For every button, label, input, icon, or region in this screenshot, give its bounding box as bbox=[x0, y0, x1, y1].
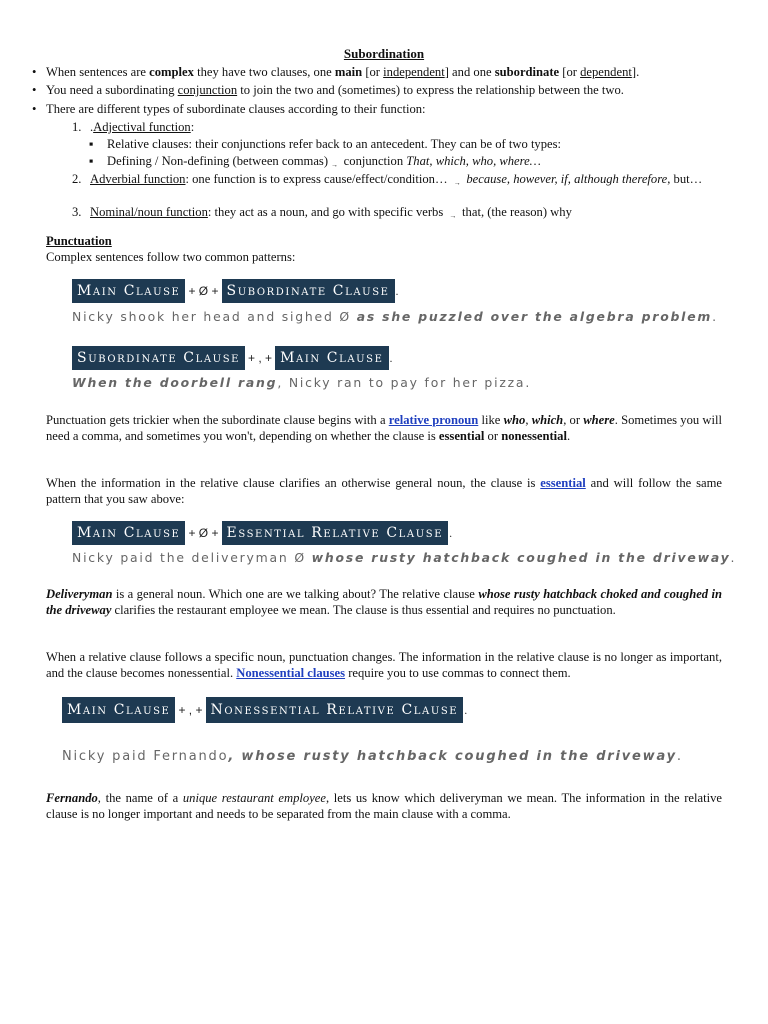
list-item-nominal bbox=[72, 204, 722, 222]
text: Nicky paid the deliveryman Ø bbox=[72, 550, 312, 565]
pattern-operator: + , + bbox=[178, 703, 203, 717]
text: . bbox=[90, 120, 94, 134]
text: . Sometimes you will need a comma, and sometimes you won't, depending on whether the clause is bbox=[46, 413, 723, 443]
text: . bbox=[730, 550, 737, 565]
text: When a relative clause follows a specific noun, punctuation changes. The information in the relative clause is no longer as important, and the clause becomes nonessential. bbox=[46, 650, 722, 680]
text: When the information in the relative clause clarifies an otherwise general noun, the clause is bbox=[46, 476, 541, 490]
arrow-icon: → bbox=[449, 212, 456, 220]
example-sentence-4 bbox=[62, 749, 683, 764]
text: is a general noun. Which one are we talking about? The relative clause bbox=[112, 587, 479, 601]
text: , lets us know which deliveryman we mean. The information in the relative clause is no longer important and needs to be separated from the main clause with a comma. bbox=[46, 791, 722, 821]
pattern-main-subordinate bbox=[72, 279, 399, 303]
pattern-subordinate-main bbox=[72, 346, 393, 370]
relative-pronoun-link[interactable]: relative pronoun bbox=[388, 413, 479, 427]
text: ] and one bbox=[444, 65, 495, 79]
text: , Nicky ran to pay for her pizza. bbox=[277, 375, 532, 390]
bullet-complex-sentences bbox=[46, 64, 722, 80]
text: ]. bbox=[631, 65, 640, 79]
text-italic: because, however, if, although therefore bbox=[463, 172, 668, 186]
text: . bbox=[712, 309, 718, 324]
text: Punctuation gets trickier when the subordinate clause begins with a bbox=[46, 413, 389, 427]
text: like bbox=[478, 413, 504, 427]
paragraph-fernando bbox=[46, 790, 722, 822]
list-item-adjectival bbox=[72, 119, 722, 135]
text: , the name of a bbox=[97, 791, 183, 805]
text-bold-italic: which bbox=[531, 413, 564, 427]
text: that, (the reason) why bbox=[458, 205, 572, 219]
essential-link[interactable]: essential bbox=[540, 476, 586, 490]
example-sentence-2 bbox=[72, 375, 531, 390]
main-clause-box: Main Clause bbox=[72, 279, 185, 303]
text: , bbox=[525, 413, 532, 427]
pattern-main-essential bbox=[72, 521, 452, 545]
text-underline: dependent bbox=[580, 65, 632, 79]
subordinate-clause-box: Subordinate Clause bbox=[222, 279, 395, 303]
text-italic: unique restaurant employee bbox=[182, 791, 326, 805]
pattern-operator: + Ø + bbox=[188, 526, 219, 540]
text-bold-italic: whose rusty hatchback coughed in the driveway bbox=[311, 550, 731, 565]
text-bold-italic: When the doorbell rang bbox=[72, 375, 278, 390]
arrow-icon: → bbox=[331, 161, 338, 169]
text: : they act as a noun, and go with specific verbs bbox=[207, 205, 447, 219]
pattern-period: . bbox=[395, 283, 399, 298]
example-sentence-1 bbox=[72, 309, 718, 324]
text: [or bbox=[362, 65, 384, 79]
text: : one function is to express cause/effect/condition… bbox=[185, 172, 451, 186]
text: conjunction bbox=[340, 154, 407, 168]
text-underline: Nominal/noun function bbox=[90, 205, 208, 219]
text-underline: Adverbial function bbox=[90, 172, 186, 186]
pattern-period: . bbox=[449, 525, 453, 540]
text-bold-italic: whose rusty hatchback choked and coughed in the driveway bbox=[46, 587, 722, 617]
section-subtext: Complex sentences follow two common patterns: bbox=[46, 250, 296, 264]
subordinate-clause-box: Subordinate Clause bbox=[72, 346, 245, 370]
main-clause-box: Main Clause bbox=[62, 697, 175, 723]
text: or bbox=[484, 429, 502, 443]
list-item-adverbial bbox=[72, 171, 722, 189]
text-bold-italic: where bbox=[583, 413, 615, 427]
list-number: 1. bbox=[72, 120, 82, 134]
bullet-conjunction bbox=[46, 82, 722, 98]
list-number: 3. bbox=[72, 205, 82, 219]
nonessential-relative-clause-box: Nonessential Relative Clause bbox=[206, 697, 464, 723]
text-bold: subordinate bbox=[494, 65, 560, 79]
page-title: Subordination bbox=[343, 46, 425, 61]
nonessential-clauses-link[interactable]: Nonessential clauses bbox=[236, 666, 346, 680]
essential-relative-clause-box: Essential Relative Clause bbox=[222, 521, 449, 545]
text: . bbox=[676, 749, 683, 764]
text-underline: Adjectival function bbox=[93, 120, 191, 134]
text-bold-italic: Fernando bbox=[46, 791, 98, 805]
text: clarifies the restaurant employee we mean. The clause is thus essential and requires no punctuation. bbox=[111, 603, 616, 617]
text: You need a subordinating bbox=[46, 83, 178, 97]
text-italic: That, which, who, where… bbox=[406, 154, 541, 168]
example-sentence-3 bbox=[72, 550, 736, 565]
text: Defining / Non-defining (between commas) bbox=[107, 154, 329, 168]
text: they have two clauses, one bbox=[193, 65, 335, 79]
text: require you to use commas to connect them. bbox=[345, 666, 571, 680]
sublist-item-defining bbox=[107, 153, 722, 171]
pattern-operator: + , + bbox=[248, 351, 273, 365]
text-bold-italic: Deliveryman bbox=[46, 587, 113, 601]
arrow-icon: → bbox=[453, 179, 461, 187]
text-bold: essential bbox=[438, 429, 485, 443]
text-underline: independent bbox=[383, 65, 445, 79]
section-heading-punctuation: Punctuation bbox=[46, 234, 112, 248]
text-underline: conjunction bbox=[177, 83, 238, 97]
paragraph-relative-pronoun bbox=[46, 412, 722, 444]
pattern-main-nonessential bbox=[62, 697, 467, 723]
paragraph-essential bbox=[46, 475, 722, 507]
text: , but… bbox=[667, 172, 703, 186]
text: When sentences are bbox=[46, 65, 150, 79]
text: to join the two and (sometimes) to express the relationship between the two. bbox=[237, 83, 624, 97]
text: [or bbox=[559, 65, 581, 79]
main-clause-box: Main Clause bbox=[72, 521, 185, 545]
text-bold-italic: who bbox=[503, 413, 526, 427]
pattern-operator: + Ø + bbox=[188, 284, 219, 298]
text: , or bbox=[563, 413, 584, 427]
bullet-types: • There are different types of subordinate clauses according to their function: bbox=[46, 101, 722, 117]
text-bold-italic: , whose rusty hatchback coughed in the driveway bbox=[228, 749, 677, 764]
pattern-period: . bbox=[389, 350, 393, 365]
paragraph-nonessential bbox=[46, 649, 722, 681]
text-bold-italic: as she puzzled over the algebra problem bbox=[356, 309, 713, 324]
text: . bbox=[566, 429, 571, 443]
text-bold: nonessential bbox=[501, 429, 567, 443]
main-clause-box: Main Clause bbox=[275, 346, 388, 370]
text-bold: complex bbox=[149, 65, 194, 79]
text-bold: main bbox=[334, 65, 363, 79]
text: Nicky shook her head and sighed Ø bbox=[72, 309, 357, 324]
text: : bbox=[190, 120, 195, 134]
text: Nicky paid Fernando bbox=[62, 749, 229, 764]
list-number: 2. bbox=[72, 172, 82, 186]
pattern-period: . bbox=[464, 702, 468, 717]
text: and will follow the same pattern that you saw above: bbox=[46, 476, 722, 506]
paragraph-deliveryman bbox=[46, 586, 722, 618]
sublist-item-relative: ▪ Relative clauses: their conjunctions refer back to an antecedent. They can be of two types: bbox=[107, 136, 722, 152]
